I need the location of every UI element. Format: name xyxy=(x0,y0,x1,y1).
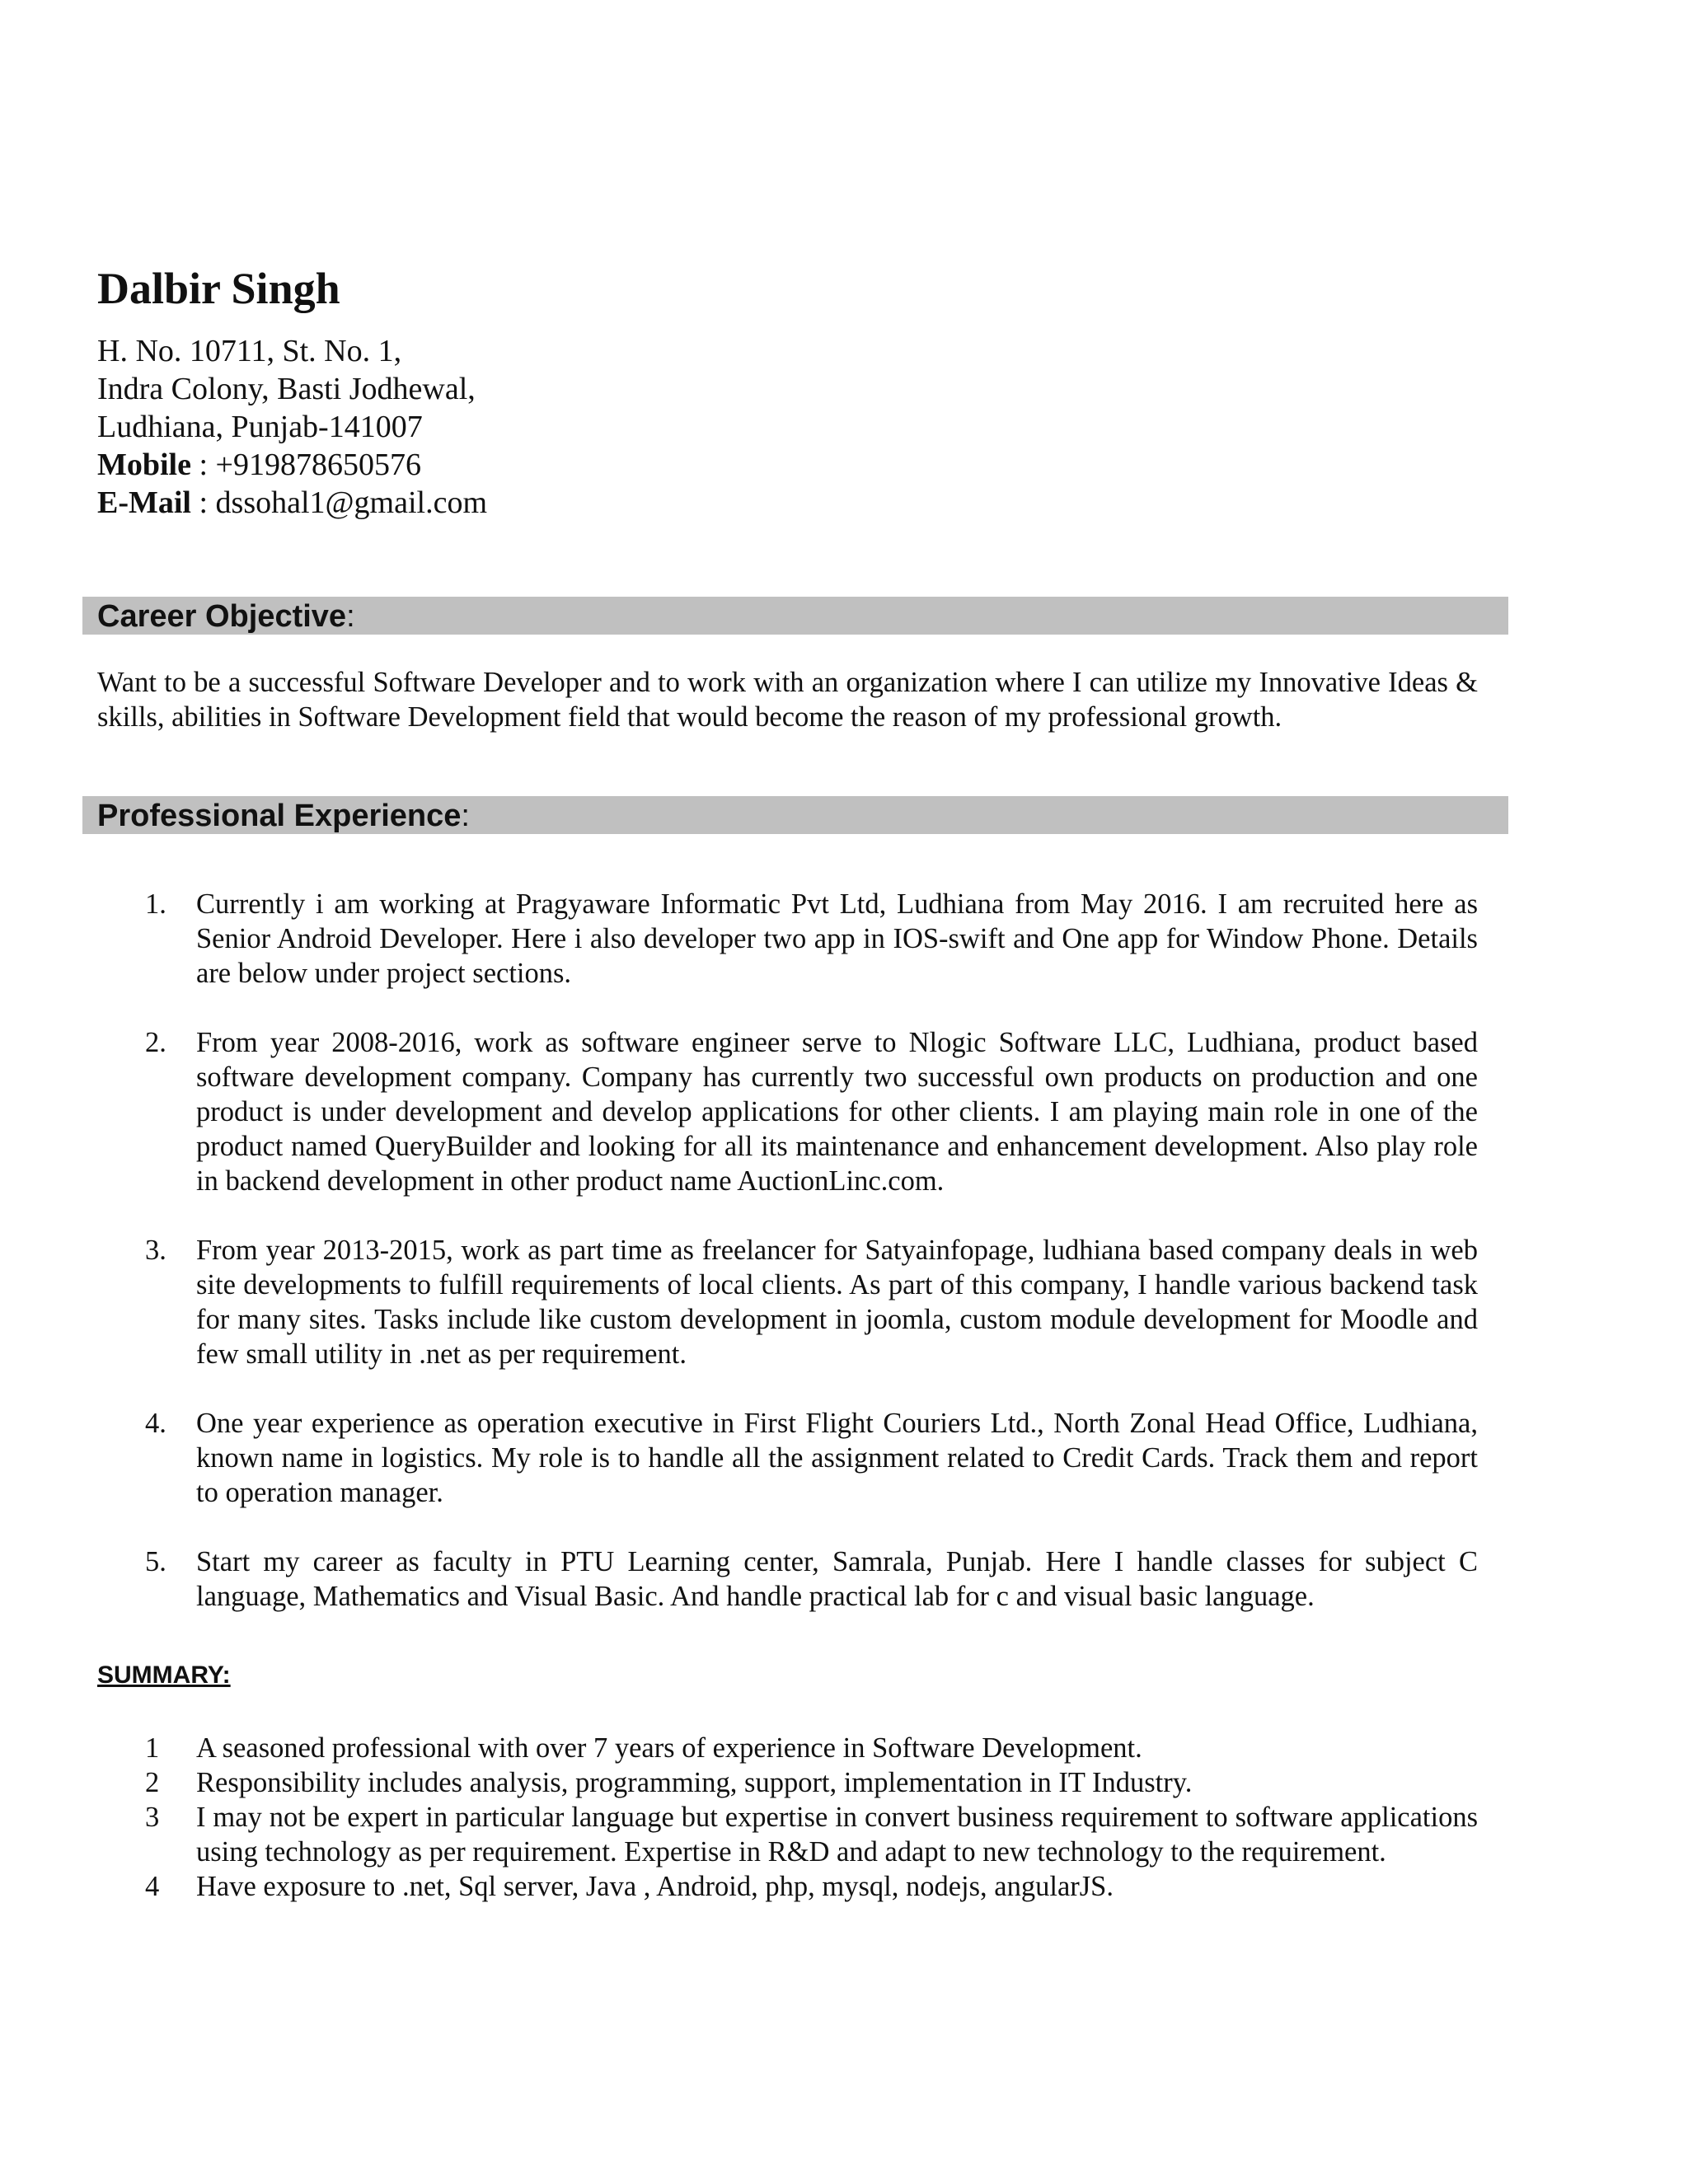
experience-item-text: One year experience as operation executive in First Flight Couriers Ltd., North Zonal Head Office, Ludhiana, known name in logistics. My role is to handle all the assignment related to Credit Cards. Track them and report to operation manager. xyxy=(196,1408,1478,1508)
experience-item xyxy=(97,1544,1478,1614)
address-line-2: Indra Colony, Basti Jodhewal, xyxy=(97,372,476,406)
experience-item-number: 4. xyxy=(145,1408,166,1439)
experience-item-text: From year 2008-2016, work as software engineer serve to Nlogic Software LLC, Ludhiana, product based software development company. Company has currently two successful own products on production and one product is under development and develop applications for other clients. I am playing main role in one of the product named QueryBuilder and looking for all its maintenance and enhancement development. Also play role in backend development in other product name AuctionLinc.com. xyxy=(196,1027,1478,1197)
summary-item xyxy=(97,1731,1478,1765)
candidate-name: Dalbir Singh xyxy=(97,264,340,313)
contact-block xyxy=(97,332,487,522)
email-line xyxy=(97,484,487,522)
experience-item-number: 3. xyxy=(145,1235,166,1266)
summary-item xyxy=(97,1765,1478,1800)
experience-item xyxy=(97,1233,1478,1371)
summary-item-number: 2 xyxy=(145,1767,160,1798)
career-objective-title-text: Career Objective xyxy=(97,599,347,634)
summary-item-text: A seasoned professional with over 7 years of experience in Software Development. xyxy=(196,1732,1142,1764)
career-objective-text: Want to be a successful Software Developer and to work with an organization where I can utilize my Innovative Ideas & skills, abilities in Software Development field that would become the reason of my professional growth. xyxy=(97,667,1478,733)
experience-item xyxy=(97,887,1478,991)
career-objective-header xyxy=(82,597,1508,635)
email-label: E-Mail xyxy=(97,485,191,520)
experience-item-text: From year 2013-2015, work as part time as freelancer for Satyainfopage, ludhiana based company deals in web site developments to fulfill requirements of local clients. As part of this company, I handle various backend task for many sites. Tasks include like custom development in joomla, custom module development for Moodle and few small utility in .net as per requirement. xyxy=(196,1235,1478,1370)
summary-title: SUMMARY: xyxy=(97,1661,231,1689)
professional-experience-title xyxy=(97,796,470,836)
experience-item-number: 5. xyxy=(145,1546,166,1577)
experience-item-number: 2. xyxy=(145,1027,166,1058)
summary-item-number: 1 xyxy=(145,1732,160,1764)
summary-item-number: 4 xyxy=(145,1871,160,1902)
mobile-value: : +919878650576 xyxy=(190,448,421,482)
address-line-1: H. No. 10711, St. No. 1, xyxy=(97,334,402,368)
summary-item-number: 3 xyxy=(145,1802,160,1833)
email-value: : dssohal1@gmail.com xyxy=(190,485,487,520)
experience-item-text: Start my career as faculty in PTU Learning center, Samrala, Punjab. Here I handle classes for subject C language, Mathematics and Visual Basic. And handle practical lab for c and visual basic language. xyxy=(196,1546,1478,1612)
experience-item xyxy=(97,1406,1478,1510)
mobile-line xyxy=(97,446,487,484)
experience-item-text: Currently i am working at Pragyaware Informatic Pvt Ltd, Ludhiana from May 2016. I am recruited here as Senior Android Developer. Here i also developer two app in IOS-swift and One app for Window Phone. Details are below under project sections. xyxy=(196,888,1478,989)
summary-item-text: Responsibility includes analysis, programming, support, implementation in IT Industry. xyxy=(196,1767,1193,1798)
career-objective-title-colon: : xyxy=(346,599,355,634)
experience-item-number: 1. xyxy=(145,888,166,920)
mobile-label: Mobile xyxy=(97,448,191,482)
professional-experience-title-text: Professional Experience xyxy=(97,799,462,833)
experience-list xyxy=(97,887,1478,1648)
career-objective-title xyxy=(97,597,355,636)
summary-item xyxy=(97,1800,1478,1869)
summary-item-text: Have exposure to .net, Sql server, Java , Android, php, mysql, nodejs, angularJS. xyxy=(196,1871,1114,1902)
summary-list xyxy=(97,1731,1478,1904)
summary-item xyxy=(97,1869,1478,1904)
summary-item-text: I may not be expert in particular language but expertise in convert business requirement to software applications using technology as per requirement. Expertise in R&D and adapt to new technology to the requirement. xyxy=(196,1802,1478,1868)
experience-item xyxy=(97,1025,1478,1198)
address-line-3: Ludhiana, Punjab-141007 xyxy=(97,410,423,444)
professional-experience-header xyxy=(82,796,1508,834)
professional-experience-title-colon: : xyxy=(461,799,470,833)
